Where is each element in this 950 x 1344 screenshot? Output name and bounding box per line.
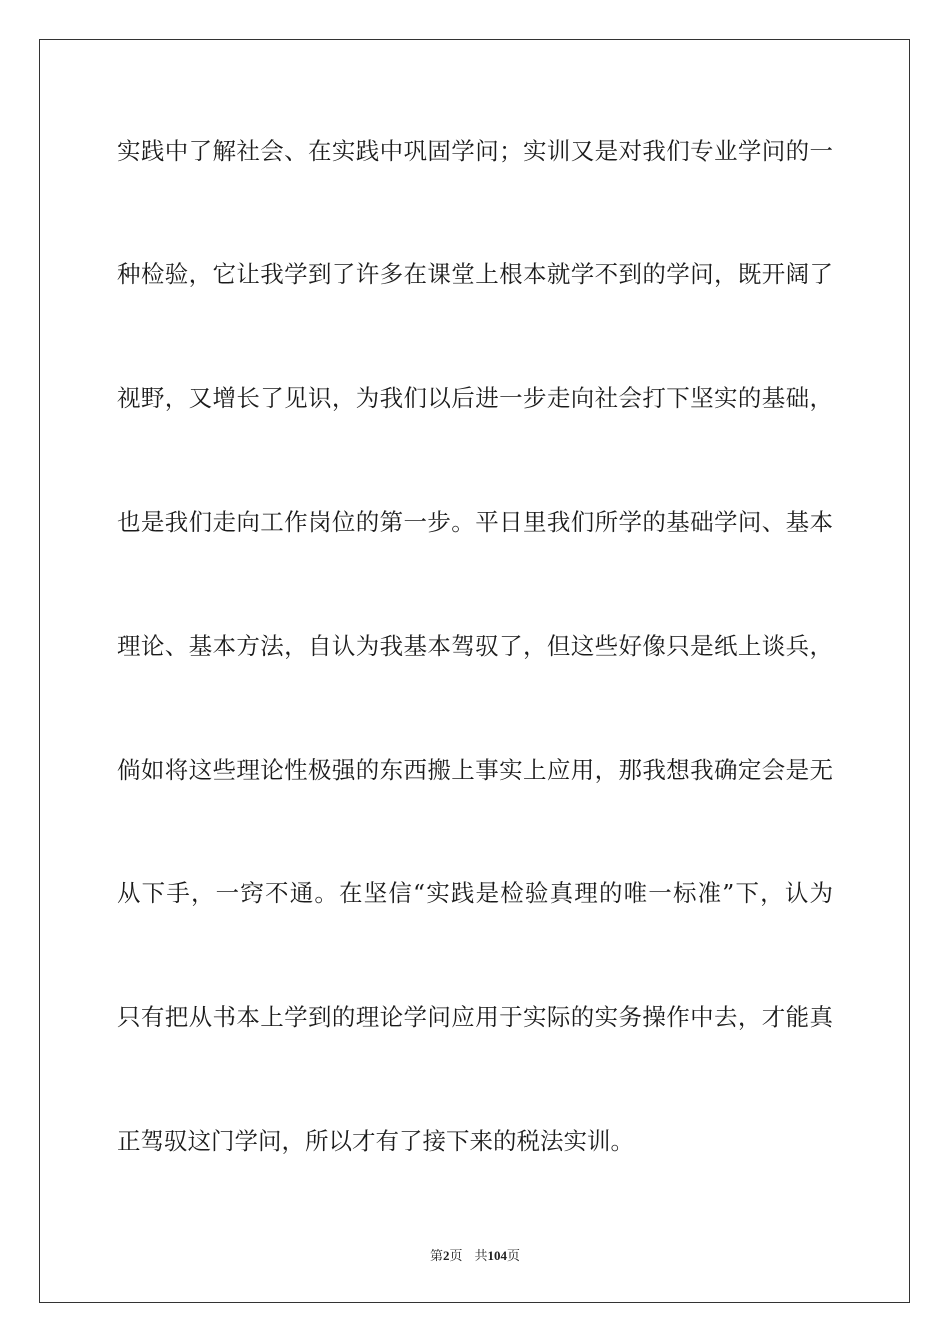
body-text-line: 正驾驭这门学问，所以才有了接下来的税法实训。: [117, 1127, 634, 1155]
body-text-line: 倘如将这些理论性极强的东西搬上事实上应用，那我想我确定会是无: [117, 756, 833, 784]
total-pages: 104: [487, 1248, 508, 1263]
page-suffix: 页: [449, 1248, 463, 1263]
body-text-line: 实践中了解社会、在实践中巩固学问；实训又是对我们专业学问的一: [117, 137, 833, 165]
body-text-line: 只有把从书本上学到的理论学问应用于实际的实务操作中去，才能真: [117, 1003, 833, 1031]
body-text-line: 种检验，它让我学到了许多在课堂上根本就学不到的学问，既开阔了: [117, 260, 833, 288]
total-prefix: 共: [474, 1248, 488, 1263]
body-text-line: 视野，又增长了见识，为我们以后进一步走向社会打下坚实的基础，: [117, 384, 833, 412]
body-text-line: 从下手，一窍不通。在坚信“实践是检验真理的唯一标准”下，认为: [117, 879, 833, 907]
body-text-line: 也是我们走向工作岗位的第一步。平日里我们所学的基础学问、基本: [117, 508, 833, 536]
body-text-line: 理论、基本方法，自认为我基本驾驭了，但这些好像只是纸上谈兵，: [117, 632, 833, 660]
total-suffix: 页: [507, 1248, 521, 1263]
page-number: 2: [442, 1248, 450, 1263]
page-footer: [0, 1245, 950, 1264]
page-border: [39, 39, 910, 1303]
page-prefix: 第: [429, 1248, 443, 1263]
